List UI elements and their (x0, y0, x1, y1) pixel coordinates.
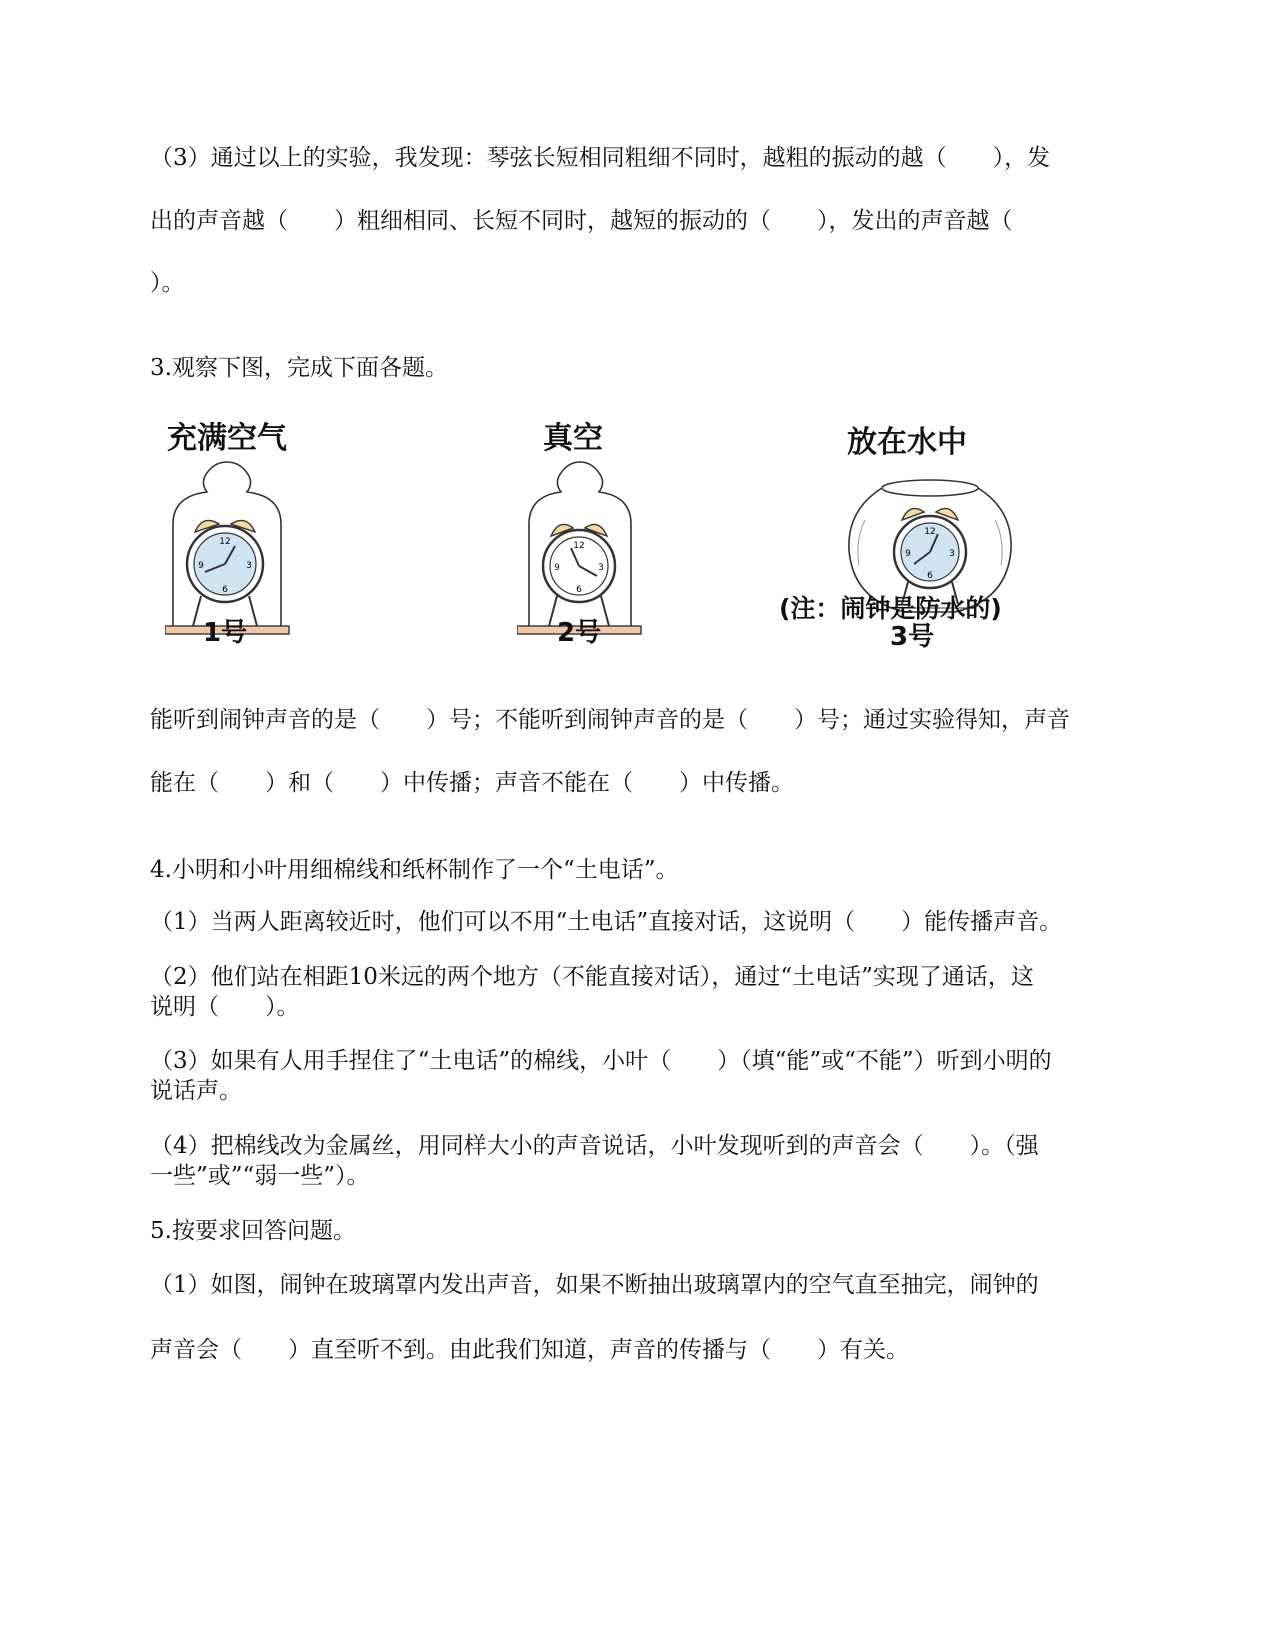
q3-title: 3.观察下图，完成下面各题。 (150, 355, 448, 381)
figure-number-2: 2号 (557, 618, 602, 648)
q4-p1: （1）当两人距离较近时，他们可以不用“土电话”直接对话，这说明（ ）能传播声音。 (150, 909, 1063, 935)
q5-p1-line-1: （1）如图，闹钟在玻璃罩内发出声音，如果不断抽出玻璃罩内的空气直至抽完，闹钟的 (150, 1272, 1039, 1298)
svg-text:12: 12 (219, 537, 231, 547)
figure-label-air: 充满空气 (167, 421, 287, 456)
q4-p4-line-2: 一些”或”“弱一些”）。 (150, 1163, 370, 1189)
q4-title: 4.小明和小叶用细棉线和纸杯制作了一个“土电话”。 (150, 857, 679, 883)
svg-text:9: 9 (554, 563, 560, 573)
q2-3-line-1: （3）通过以上的实验，我发现：琴弦长短相同粗细不同时，越粗的振动的越（ ），发 (150, 145, 1051, 171)
figure-label-water: 放在水中 (847, 425, 967, 460)
bell-jar-vacuum-icon (517, 454, 642, 644)
svg-text:12: 12 (573, 541, 585, 551)
q4-p3-line-1: （3）如果有人用手捏住了“土电话”的棉线，小叶（ ）（填“能”或“不能”）听到小明的 (150, 1048, 1052, 1074)
figure-number-1: 1号 (203, 618, 248, 648)
q4-p3-line-2: 说话声。 (150, 1078, 242, 1104)
q2-3-line-3: ）。 (150, 270, 185, 296)
svg-text:6: 6 (222, 585, 228, 595)
figure-note: (注：闹钟是防水的) (779, 594, 1002, 623)
svg-text:3: 3 (949, 549, 955, 559)
svg-text:9: 9 (905, 549, 911, 559)
svg-text:3: 3 (598, 563, 604, 573)
q3-line-1: 能听到闹钟声音的是（ ）号；不能听到闹钟声音的是（ ）号；通过实验得知，声音 (150, 707, 1070, 733)
svg-text:6: 6 (927, 571, 933, 581)
q5-title: 5.按要求回答问题。 (150, 1218, 356, 1244)
figure-label-vacuum: 真空 (543, 421, 603, 456)
svg-text:6: 6 (576, 585, 582, 595)
svg-text:3: 3 (246, 561, 252, 571)
alarm-clock-figure (165, 421, 1115, 682)
q4-p2-line-2: 说明（ ）。 (150, 994, 300, 1020)
q4-p4-line-1: （4）把棉线改为金属丝，用同样大小的声音说话，小叶发现听到的声音会（ ）。（强 (150, 1133, 1039, 1159)
svg-text:9: 9 (198, 561, 204, 571)
figure-number-3: 3号 (890, 622, 935, 652)
q3-line-2: 能在（ ）和（ ）中传播；声音不能在（ ）中传播。 (150, 770, 794, 796)
q5-p1-line-2: 声音会（ ）直至听不到。由此我们知道，声音的传播与（ ）有关。 (150, 1337, 909, 1363)
q2-3-line-2: 出的声音越（ ）粗细相同、长短不同时，越短的振动的（ ），发出的声音越（ (150, 208, 1013, 234)
svg-text:12: 12 (924, 527, 936, 537)
q4-p2-line-1: （2）他们站在相距10米远的两个地方（不能直接对话），通过“土电话”实现了通话，这 (150, 964, 1034, 990)
bell-jar-air-icon (165, 454, 290, 644)
